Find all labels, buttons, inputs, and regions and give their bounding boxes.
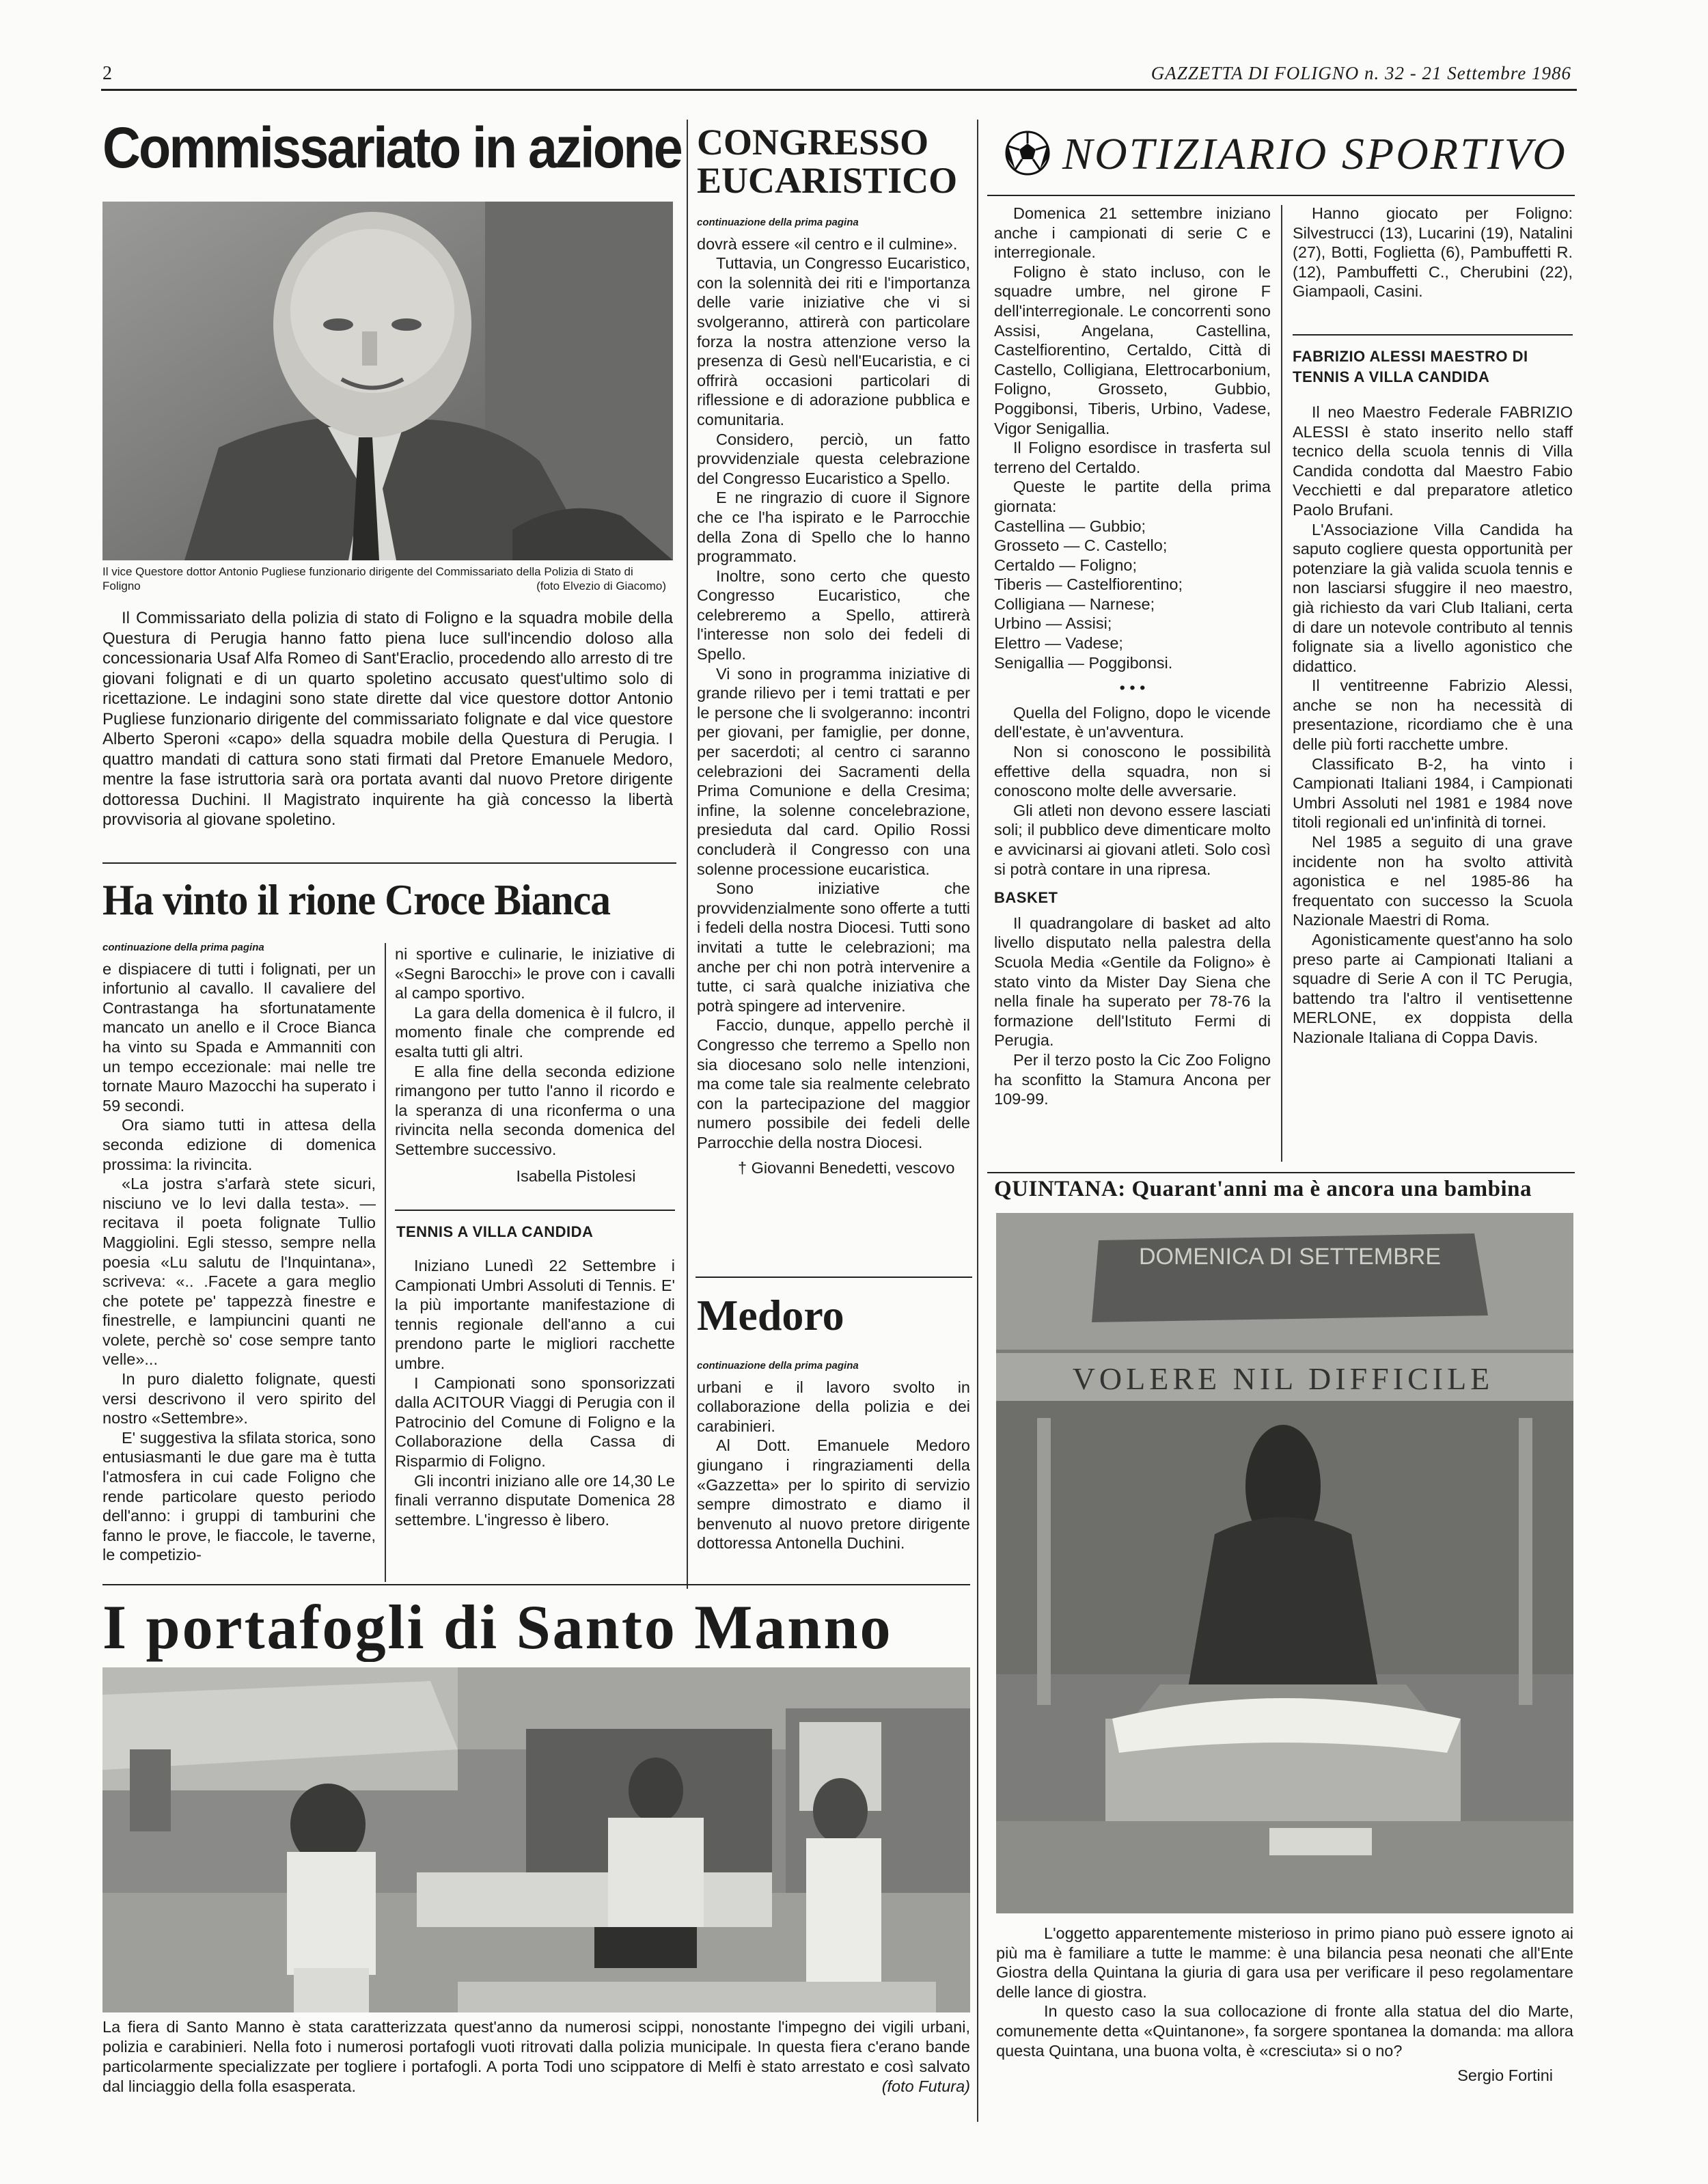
body-paragraph: Il Foligno esordisce in trasferta sul terreno del Certaldo. [994,439,1271,476]
section-rule [987,1172,1575,1173]
body-paragraph: La gara della domenica è il fulcro, il momento finale che comprende ed esalta tutti gli altri. [395,1003,675,1061]
body-paragraph: E' suggestiva la sfilata storica, sono entusiasmanti le due gare ma è tutta l'atmosfera in cui cade Foligno che rende particolare questo periodo dell'anno: i gruppi di tamburini che fanno le prove, le fiaccole, le taverne, le competizio- [102,1428,376,1564]
body-paragraph: urbani e il lavoro svolto in collaborazione della polizia e dei carabinieri. [697,1378,970,1435]
body-paragraph: Il Commissariato della polizia di stato di Foligno e la squadra mobile della Questura di Perugia hanno fatto piena luce sull'incendio doloso alla concessionaria Usaf Alfa Romeo di Sant'Eraclio, procedendo allo arresto di tre giovani folignati e di un quarto spoletino accusato quest'ultimo solo di ricettazione. Le indagini sono state dirette dal vice questore dottor Antonio Pugliese funzionario dirigente del commissariato folignate e dal vice questore Alberto Speroni «capo» della squadra mobile della Questura di Perugia. I quattro mandati di cattura sono stati firmati dal Pretore Emanuele Medoro, mentre la fase istruttoria sarà ora portata avanti dal nuovo Pretore dirigente dottoressa Duchini. Il Magistrato inquirente ha già concesso la libertà provvisoria al giovane spoletino. [102,609,673,829]
body-paragraph: Queste le partite della prima giornata: [994,478,1271,515]
continuation-note: continuazione della prima pagina [102,942,264,953]
alessi-heading: FABRIZIO ALESSI MAESTRO DI TENNIS A VILLA CANDIDA [1293,347,1528,385]
fixture: Tiberis — Castelfiorentino; [994,575,1183,594]
croce-bianca-col1 [102,938,376,1565]
body-paragraph: Quella del Foligno, dopo le vicende dell'estate, è un'avventura. [994,703,1271,741]
section-rule [1293,334,1573,336]
fixture: Elettro — Vadese; [994,634,1123,653]
fixture: Certaldo — Foligno; [994,556,1137,574]
fixture: Grosseto — C. Castello; [994,536,1168,555]
body-paragraph: E alla fine della seconda edizione rimangono per tutto l'anno il ricordo e la speranza di una riconferma o una rivincita nella seconda domenica del Settembre successivo. [395,1062,675,1158]
photo-credit: (foto Elvezio di Giacomo) [536,579,666,592]
continuation-note: continuazione della prima pagina [697,1360,859,1371]
masthead-rule [101,89,1577,91]
quintana-headline: QUINTANA: Quarant'anni ma è ancora una bambina [994,1177,1532,1201]
body-paragraph: I Campionati sono sponsorizzati dalla ACITOUR Viaggi di Perugia con il Patrocinio del Comune di Foligno e la Collaborazione della Cassa di Risparmio di Foligno. [395,1374,675,1470]
body-paragraph: Hanno giocato per Foligno: Silvestrucci (13), Lucarini (19), Natalini (27), Botti, Foglietta (6), Pambuffetti R. (12), Pambuffetti C., Cherubini (22), Giampaoli, Casini. [1293,204,1573,301]
body-paragraph: E ne ringrazio di cuore il Signore che ce l'ha ispirato e le Parrocchie della Zona di Spello che lo hanno programmato. [697,489,970,566]
column-rule [1281,205,1282,1162]
body-paragraph: Il quadrangolare di basket ad alto livello disputato nella palestra della Scuola Media «Gentile da Foligno» è stato vinto da Mister Day Siena che nella finale ha superato per 78-76 la formazione dell'Istituto Fermi di Perugia. [994,914,1271,1050]
body-paragraph: Vi sono in programma iniziative di grande rilievo per i temi trattati e per le persone che li svolgeranno: incontri per giovani, per famiglie, per donne, per sacerdoti; al centro ci saranno celebrazioni dei Sacramenti della Prima Comunione e della Cresima; infine, la solenne concelebrazione, presieduta dal card. Opilio Rossi concluderà il Congresso con una solenne processione eucaristica. [697,664,970,878]
medoro-headline: Medoro [697,1291,844,1339]
body-paragraph: Classificato B-2, ha vinto i Campionati Italiani 1984, i Campionati Umbri Assoluti nel 1981 e 1984 nove titoli regionali ed un'infinità di tornei. [1293,754,1573,832]
commissariato-body [102,608,673,830]
section-rule [102,1584,970,1585]
photo-caption-text [102,2017,970,2097]
body-paragraph: Domenica 21 settembre iniziano anche i campionati di serie C e interregionale. [994,204,1271,262]
fixture: Urbino — Assisi; [994,614,1112,633]
body-paragraph: Il neo Maestro Federale FABRIZIO ALESSI è stato inserito nello staff tecnico della scuola tennis di Villa Candida condotta dal Maestro Fabio Vecchietti e dal preparatore atletico Paolo Brufani. [1293,402,1573,519]
congresso-headline [697,123,957,200]
commissariato-headline: Commissariato in azione [102,115,681,180]
body-paragraph: Iniziano Lunedì 22 Settembre i Campionati Umbri Assoluti di Tennis. E' la più importante manifestazione di tennis regionale dell'anno a cui prendono parte le migliori racchette umbre. [395,1257,675,1372]
tennis-body [395,1256,675,1529]
basket-heading: BASKET [994,889,1058,907]
section-rule [395,1210,675,1211]
fixture: Castellina — Gubbio; [994,517,1146,535]
separator: • • • [1119,679,1146,697]
caption-text: La fiera di Santo Manno è stata caratterizzata quest'anno da numerosi scippi, nonostante l'impegno dei vigili urbani, polizia e carabinieri. Nella foto i numerosi portafogli vuoti ritrovati dalla polizia municipale. In questa fiera c'erano bande particolarmente specializzate per togliere i portafogli. A porta Todi uno scippatore di Melfi è stato arrestato e così salvato dal linciaggio della folla esasperata. [102,2018,970,2095]
headline-line: EUCARISTICO [697,160,958,201]
body-paragraph: ni sportive e culinarie, le iniziative di «Segni Barocchi» le prove con i cavalli al campo sportivo. [395,945,675,1002]
photo-credit: (foto Futura) [881,2077,970,2095]
soccer-ball-icon [1004,130,1051,176]
body-paragraph: «La jostra s'arfarà stete sicuri, nisciuno ve lo levi dalla testa». — recitava il poeta folignate Tullio Maggiolini. Egli stesso, sempre nella poesia «Lu salutu de l'Inquintana», scriveva: «.. .Facete a gara meglio che potete pe' tappezzà finestre e finestrelle, e lampiuncini quanti ne volete, perchè so' cose sempre tanto velle»... [102,1175,376,1369]
quintana-photo [996,1213,1573,1913]
medoro-body [697,1356,970,1553]
body-paragraph: dovrà essere «il centro e il culmine». [697,234,958,253]
author-signature: † Giovanni Benedetti, vescovo [738,1158,955,1177]
body-paragraph: L'oggetto apparentemente misterioso in primo piano può essere ignoto ai più ma è familiare a tutte le mamme: è una bilancia pesa neonati che all'Ente Giostra della Quintana la giuria di gara usa per verificare il peso regolamentare delle lance di giostra. [996,1924,1573,2001]
fixture: Senigallia — Poggibonsi. [994,653,1173,672]
body-paragraph: In questo caso la sua collocazione di fronte alla statua del dio Marte, comunemente detta «Quintanone», fa sorgere spontanea la domanda: ma allora questa Quintana, una buona volta, è «cresciuta» si o no? [996,2002,1573,2060]
portafogli-caption [102,2017,970,2097]
tennis-heading: TENNIS A VILLA CANDIDA [396,1223,594,1240]
body-paragraph: Sono iniziative che provvidenzialmente sono offerte a tutti i fedeli della nostra Diocesi. Tutti sono invitati a tutte le celebrazioni; ma anche per chi non potrà intervenire a tutte, ci sarà qualche iniziativa che potrà spingere ad intervenire. [697,879,970,1015]
body-paragraph: Inoltre, sono certo che questo Congresso Eucaristico, che celebreremo a Spello, attirerà l'interesse non solo dei fedeli di Spello. [697,567,970,664]
body-paragraph: Tuttavia, un Congresso Eucaristico, con la solennità dei riti e l'importanza delle varie iniziative che vi si svolgeranno, attirerà con particolare forza la nostra attenzione verso la presenza di Gesù nell'Eucaristia, e ci offrirà occasioni particolari di riflessione e di adorazione pubblica e comunitaria. [697,254,970,428]
fixture: Colligiana — Narnese; [994,595,1155,613]
page-number: 2 [102,63,112,84]
body-paragraph: Considero, perciò, un fatto provvidenziale questa celebrazione del Congresso Eucaristico a Spello. [697,430,970,487]
fixture-list [994,517,1271,673]
body-paragraph: e dispiacere di tutti i folignati, per un infortunio al cavallo. Il cavaliere del Contrastanga ha sfortunatamente mancato un anello e il Croce Bianca ha vinto su Spada e Ammanniti con un tempo eccezionale: mai nelle tre tornate Mauro Mazocchi ha superato i 59 secondi. [102,959,376,1115]
section-rule [695,1277,972,1278]
body-paragraph: L'Associazione Villa Candida ha saputo cogliere questa opportunità per potenziare la già valida scuola tennis e non lasciarsi sfuggire il neo maestro, già richiesto da vari Club Italiani, certa di dare un notevole contributo al tennis folignate sia a livello agonistico che didattico. [1293,520,1573,675]
body-paragraph: Ora siamo tutti in attesa della seconda edizione di domenica prossima: la rivincita. [102,1116,376,1173]
column-rule [687,120,688,1589]
photo-banner-text: DOMENICA DI SETTEMBRE [1138,1244,1442,1270]
body-paragraph: In puro dialetto folignate, questi versi descrivono il vero spirito del nostro «Settembre». [102,1370,376,1428]
sport-col1 [994,204,1271,1109]
body-paragraph: Gli atleti non devono essere lasciati soli; il pubblico deve dimenticare molto e avvicinarsi ai giovani atleti. Solo così si potrà contare in una ripresa. [994,801,1271,878]
publication-line: GAZZETTA DI FOLIGNO n. 32 - 21 Settembre 1986 [1151,63,1571,83]
body-paragraph: Faccio, dunque, appello perchè il Congresso che terremo a Spello non sia diocesano solo nelle intenzioni, ma come tale sia realmente celebrato con la partecipazione del maggior numero possibile dei fedeli delle Parrocchie della nostra Diocesi. [697,1016,970,1151]
continuation-note: continuazione della prima pagina [697,217,859,228]
pugliese-photo-caption [102,564,673,593]
croce-bianca-col2 [395,944,675,1186]
body-paragraph: Foligno è stato incluso, con le squadre umbre, nel girone F dell'interregionale. Le concorrenti sono Assisi, Angelana, Castellina, Castelfiorentino, Certaldo, Città di Castello, Colligiana, Elettrocarbonium, Foligno, Grosseto, Gubbio, Poggibonsi, Tiberis, Urbino, Vadese, Vigor Senigallia. [994,262,1271,437]
section-rule [102,862,676,864]
column-rule [977,120,978,2122]
column-rule [385,943,386,1582]
body-paragraph: Non si conoscono le possibilità effettive della squadra, non si conoscono molte delle avversarie. [994,743,1271,800]
sport-header: NOTIZIARIO SPORTIVO [1062,129,1567,179]
body-paragraph: Il ventitreenne Fabrizio Alessi, anche se non ha necessità di presentazione, ricordiamo che è una delle più forti racchette umbre. [1293,677,1573,754]
quintana-body [996,1924,1573,2086]
body-paragraph: Al Dott. Emanuele Medoro giungano i ringraziamenti della «Gazzetta» per lo spirito di servizio sempre dimostrato e diamo il benvenuto al nuovo pretore dirigente dottoressa Antonella Duchini. [697,1436,970,1553]
author-signature: Sergio Fortini [1457,2066,1553,2085]
croce-bianca-headline: Ha vinto il rione Croce Bianca [102,875,611,924]
photo-frieze-text: VOLERE NIL DIFFICILE [1072,1361,1494,1396]
body-paragraph: Nel 1985 a seguito di una grave incidente non ha svolto attività agonistica e nel 1985-86 ha frequentato con successo la Scuola Nazionale Maestri di Roma. [1293,833,1573,929]
body-paragraph: Gli incontri iniziano alle ore 14,30 Le finali verranno disputate Domenica 28 settembre. L'ingresso è libero. [395,1471,675,1529]
portafogli-headline: I portafogli di Santo Manno [102,1592,893,1662]
body-paragraph: Agonisticamente quest'anno ha solo preso parte ai Campionati Italiani a squadre di Serie A con il TC Perugia, battendo tra l'altro il ventisettenne MERLONE, ex doppista della Nazionale Italiana di Coppa Davis. [1293,931,1573,1046]
congresso-body [697,213,970,1177]
body-paragraph: Per il terzo posto la Cic Zoo Foligno ha sconfitto la Stamura Ancona per 109-99. [994,1050,1271,1108]
author-signature: Isabella Pistolesi [516,1166,636,1185]
sport-col2 [1293,204,1573,1048]
photo-caption-text: Il vice Questore dottor Antonio Pugliese funzionario dirigente del Commissariato della Polizia di Stato di Foligno [102,565,633,592]
pugliese-photo [102,202,673,560]
headline-line: CONGRESSO [697,122,929,163]
portafogli-photo [102,1667,970,2012]
section-rule [987,195,1575,196]
